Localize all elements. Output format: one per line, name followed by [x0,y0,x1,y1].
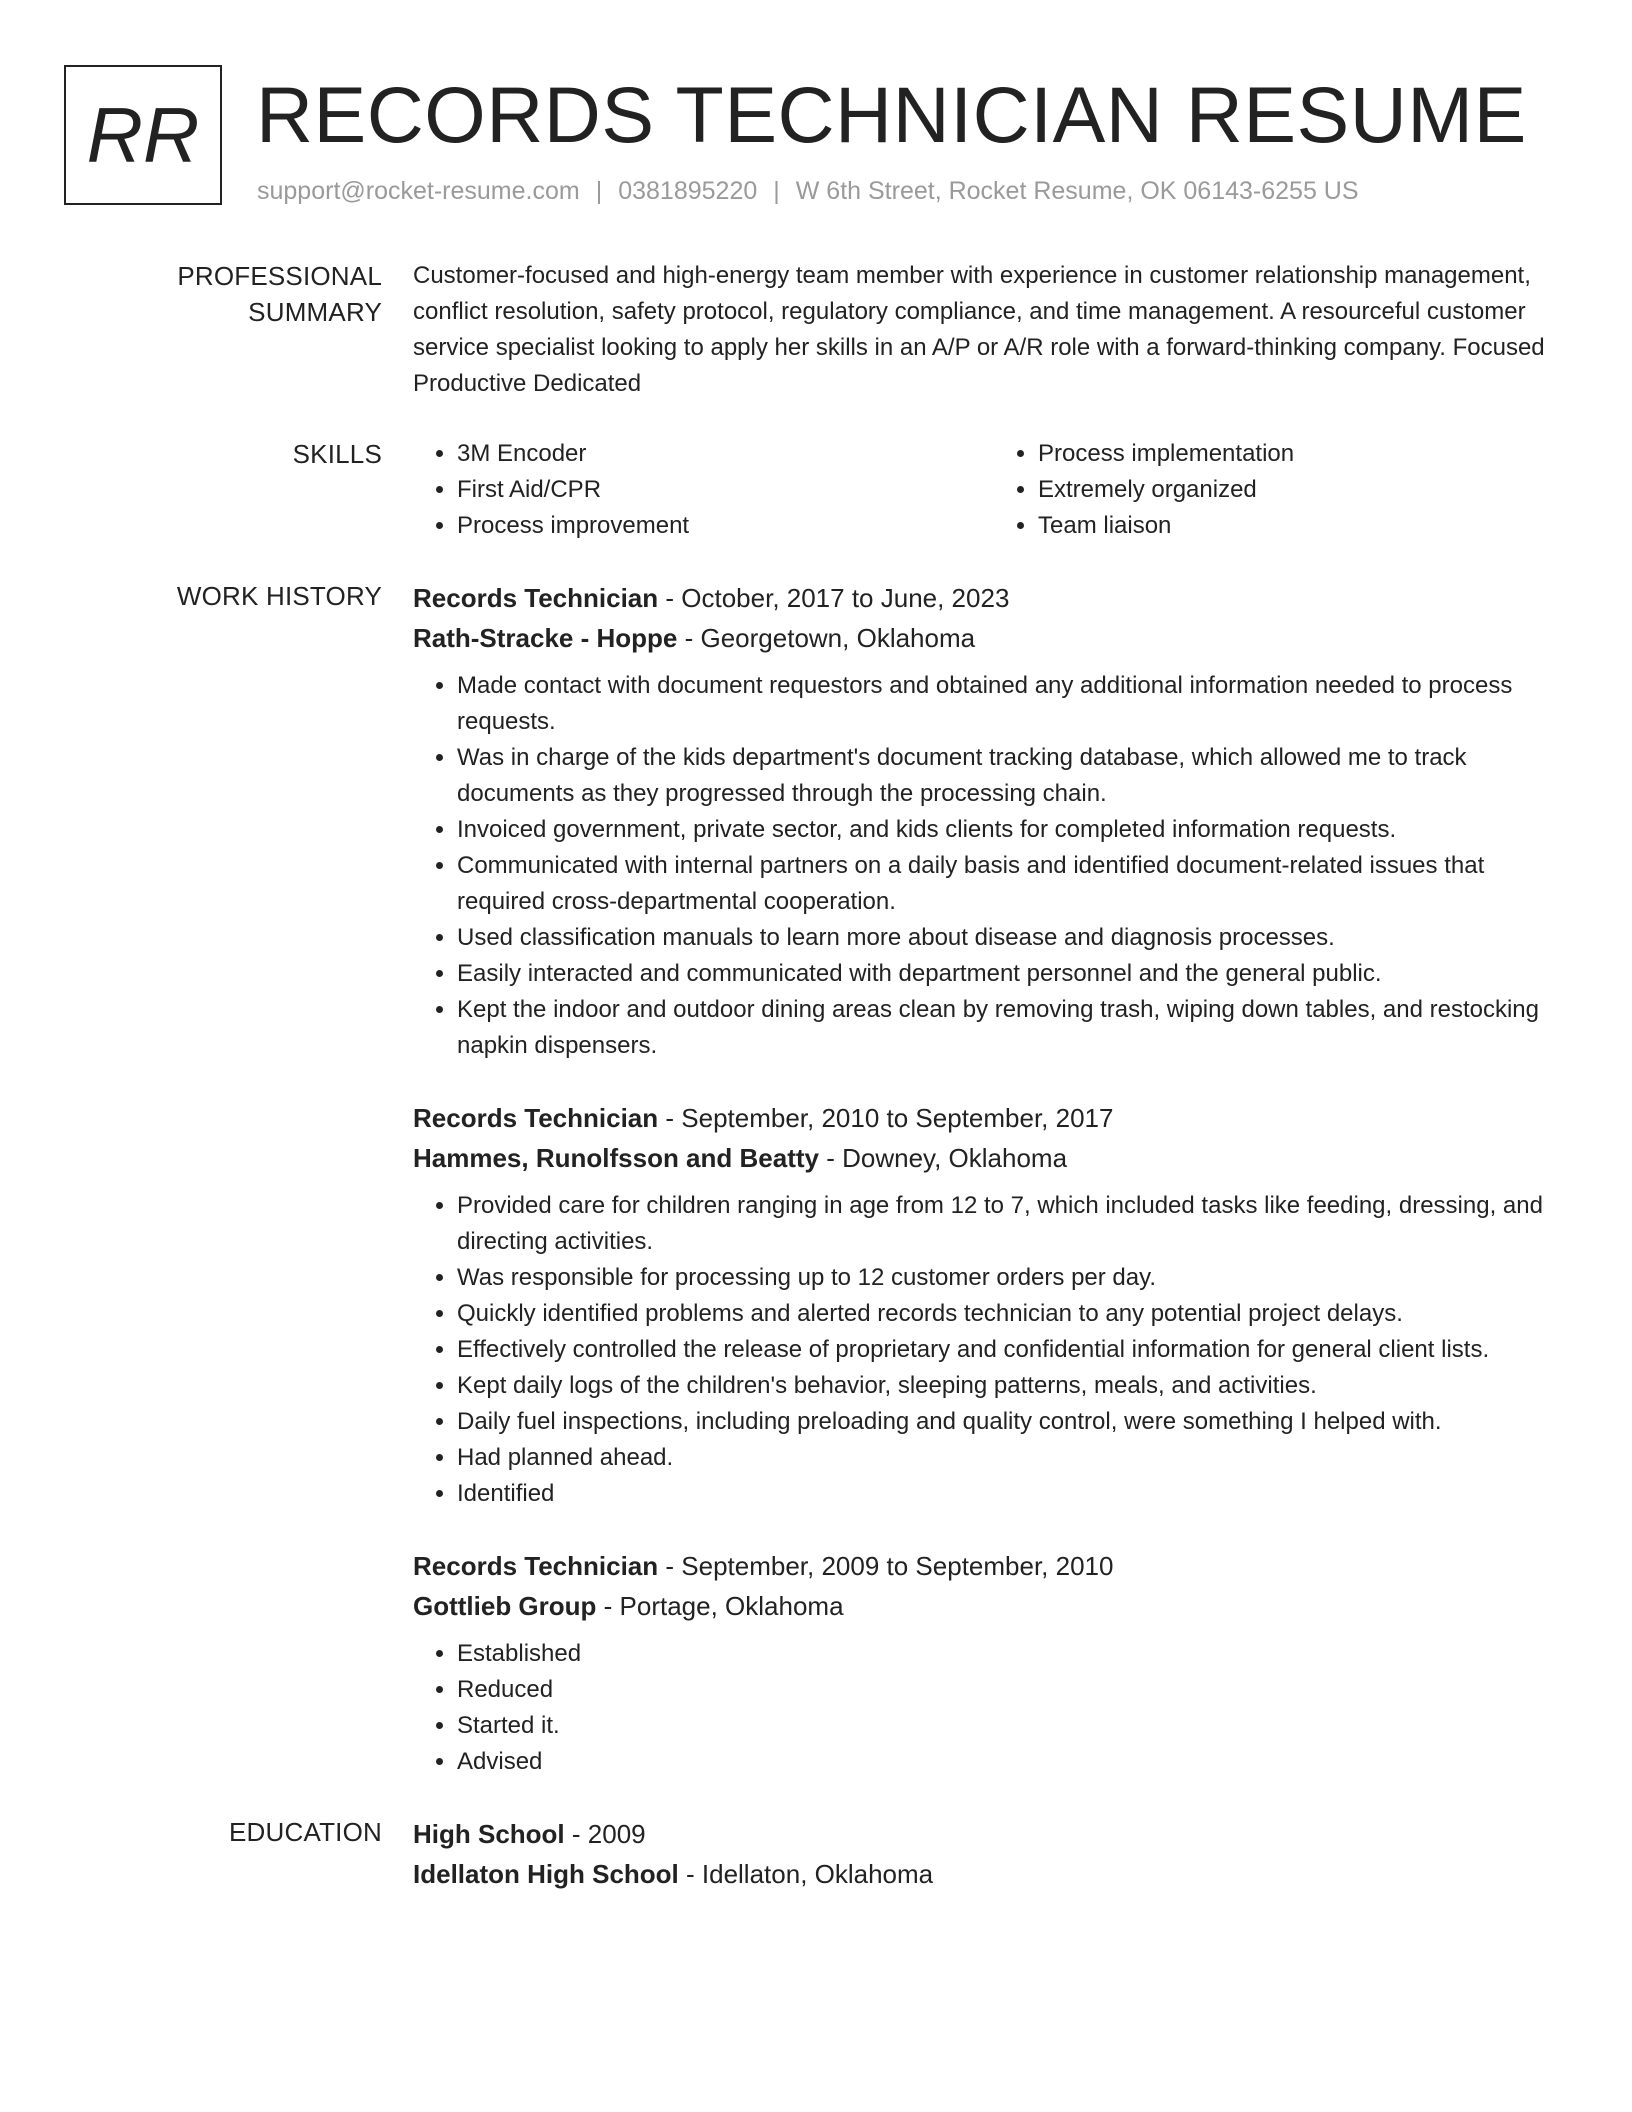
job-bullet: • Provided care for children ranging in age from 12 to 7, which included tasks like feeding, dressing, and directing activities. [457,1188,1575,1260]
job-bullet: • Communicated with internal partners on a daily basis and identified document-related issues that required cross-departmental cooperation. [457,848,1575,920]
job-bullet: • Daily fuel inspections, including preloading and quality control, were something I helped with. [457,1404,1575,1440]
skill-item: • First Aid/CPR [457,472,994,508]
section-label-summary: PROFESSIONAL SUMMARY [177,261,382,327]
job-title: Records Technician [413,583,659,613]
job-bullet: • Was responsible for processing up to 12 customer orders per day. [457,1260,1575,1296]
section-education [64,1814,1594,1894]
job-bullet: • Made contact with document requestors and obtained any additional information needed to process requests. [457,668,1575,740]
job-bullet: • Started it. [457,1708,1575,1744]
section-skills [64,436,1594,544]
job-bullets [413,668,1575,1064]
contact-phone: 0381895220 [618,177,758,205]
job-entry [413,1098,1575,1512]
job-company-line [413,1138,1575,1178]
dash: - [658,1103,682,1133]
section-label-skills: SKILLS [292,439,382,469]
job-title-line [413,578,1575,618]
job-bullet: • Advised [457,1744,1575,1780]
section-label-education: EDUCATION [229,1817,382,1847]
dash: - [658,583,682,613]
job-bullets [413,1188,1575,1512]
contact-email: support@rocket-resume.com [257,177,580,205]
job-company-line [413,618,1575,658]
dash: - [658,1551,682,1581]
job-bullet: • Easily interacted and communicated with department personnel and the general public. [457,956,1575,992]
section-summary [64,258,1594,402]
education-degree: High School [413,1819,565,1849]
skill-item: • 3M Encoder [457,436,994,472]
skill-item: • Process improvement [457,508,994,544]
job-company-line [413,1586,1575,1626]
contact-separator: | [595,177,603,205]
job-bullet: • Had planned ahead. [457,1440,1575,1476]
education-location: Idellaton, Oklahoma [701,1859,934,1889]
resume-content [64,258,1594,1928]
section-label-work-history: WORK HISTORY [176,581,382,611]
skill-item: • Team liaison [1038,508,1575,544]
job-location: Portage, Oklahoma [619,1591,844,1621]
job-bullets [413,1636,1575,1780]
job-bullet: • Invoiced government, private sector, and kids clients for completed information requests. [457,812,1575,848]
contact-separator: | [773,177,780,205]
dash: - [596,1591,620,1621]
job-bullet: • Used classification manuals to learn more about disease and diagnosis processes. [457,920,1575,956]
job-location: Downey, Oklahoma [842,1143,1068,1173]
job-bullet: • Was in charge of the kids department's document tracking database, which allowed me to track documents as they progressed through the processing chain. [457,740,1575,812]
skill-item: • Extremely organized [1038,472,1575,508]
job-title-line [413,1546,1575,1586]
dash: - [677,623,701,653]
job-location: Georgetown, Oklahoma [700,623,976,653]
education-degree-line [413,1814,1575,1854]
job-bullet: • Identified [457,1476,1575,1512]
job-bullet: • Reduced [457,1672,1575,1708]
job-dates: October, 2017 to June, 2023 [681,583,1010,613]
monogram: RR [64,65,222,205]
dash: - [678,1859,702,1889]
summary-text: Customer-focused and high-energy team member with experience in customer relationship management, conflict resolution, safety protocol, regulatory compliance, and time management. A resourceful customer service specialist looking to apply her skills in an A/P or A/R role with a forward-thinking company. Focused Productive Dedicated [413,262,1545,397]
job-dates: September, 2010 to September, 2017 [681,1103,1114,1133]
contact-address: W 6th Street, Rocket Resume, OK 06143-6255 US [795,177,1359,205]
job-title: Records Technician [413,1103,659,1133]
job-dates: September, 2009 to September, 2010 [681,1551,1114,1581]
contact-line [257,173,1359,209]
job-title-line [413,1098,1575,1138]
job-bullet: • Established [457,1636,1575,1672]
job-entry [413,1546,1575,1780]
education-school-line [413,1854,1575,1894]
job-company: Hammes, Runolfsson and Beatty [413,1143,819,1173]
job-bullet: • Kept the indoor and outdoor dining areas clean by removing trash, wiping down tables, and restocking napkin dispensers. [457,992,1575,1064]
skills-list-right [994,436,1575,544]
job-company: Rath-Stracke - Hoppe [413,623,678,653]
job-entry [413,578,1575,1064]
job-bullet: • Kept daily logs of the children's behavior, sleeping patterns, meals, and activities. [457,1368,1575,1404]
skill-item: • Process implementation [1038,436,1575,472]
job-bullet: • Quickly identified problems and alerted records technician to any potential project delays. [457,1296,1575,1332]
education-year: 2009 [587,1819,646,1849]
dash: - [564,1819,588,1849]
skills-list-left [413,436,994,544]
education-school: Idellaton High School [413,1859,679,1889]
job-company: Gottlieb Group [413,1591,597,1621]
job-bullet: • Effectively controlled the release of proprietary and confidential information for general client lists. [457,1332,1575,1368]
dash: - [818,1143,843,1173]
resume-title: RECORDS TECHNICIAN RESUME [256,70,1527,159]
job-title: Records Technician [413,1551,659,1581]
section-work-history [64,578,1594,1780]
